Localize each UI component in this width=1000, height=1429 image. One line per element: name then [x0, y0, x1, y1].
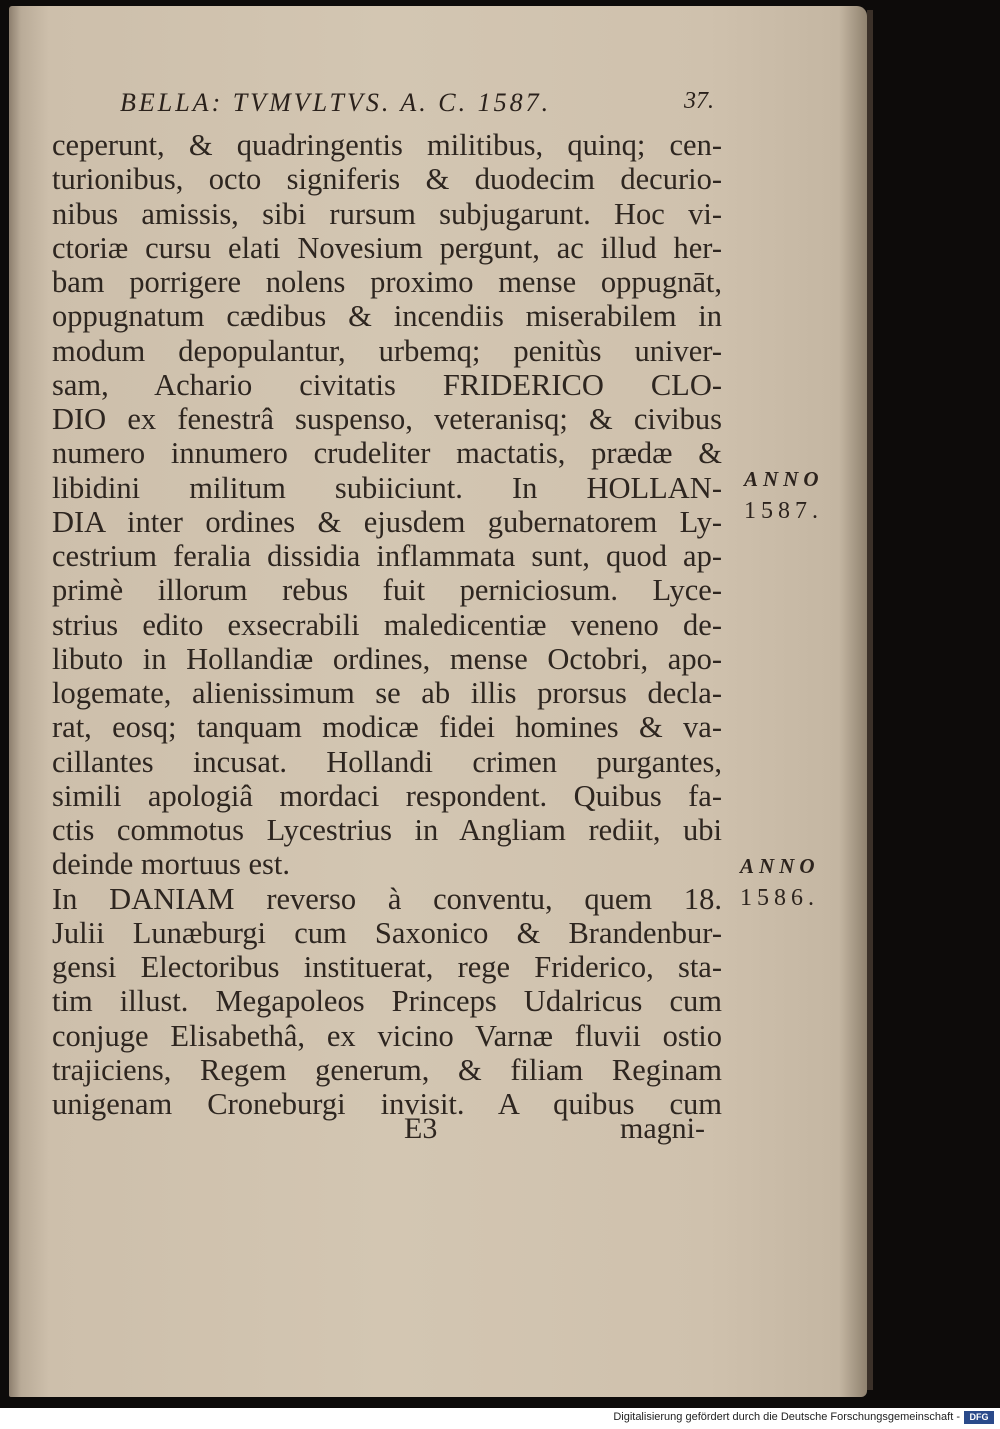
text-line: libidini militum subiiciunt. In HOLLAN- [52, 470, 722, 505]
text-line: ctoriæ cursu elati Novesium pergunt, ac illud her- [52, 230, 722, 265]
text-line: In DANIAM reverso à conventu, quem 18. [52, 881, 722, 916]
signature-mark: E3 [404, 1112, 438, 1145]
text-line: cestrium feralia dissidia inflammata sunt, quod ap- [52, 539, 722, 573]
text-line: ceperunt, & quadringentis militibus, quinq; cen- [52, 128, 722, 162]
text-line: oppugnatum cædibus & incendiis miserabilem in [52, 299, 722, 334]
margin-note-word: ANNO [740, 854, 820, 878]
text-line: cillantes incusat. Hollandi crimen purgantes, [52, 744, 722, 779]
text-line: turionibus, octo signiferis & duodecim decurio- [52, 162, 722, 197]
dfg-logo: DFG [964, 1411, 994, 1424]
footer-credit: Digitalisierung gefördert durch die Deutsche Forschungsgemeinschaft - [613, 1411, 960, 1423]
text-line: modum depopulantur, urbemq; penitùs univer- [52, 333, 722, 368]
margin-note-year: 1587. [744, 498, 823, 524]
text-line: sam, Achario civitatis FRIDERICO CLO- [52, 367, 722, 402]
text-line: unigenam Croneburgi invisit. A quibus cum [52, 1087, 722, 1121]
text-line: bam porrigere nolens proximo mense oppugnāt, [52, 265, 722, 299]
main-text-block [52, 128, 722, 1121]
text-line: DIA inter ordines & ejusdem gubernatorem Ly- [52, 504, 722, 539]
page-header [0, 82, 1000, 122]
page-number: 37. [684, 88, 714, 114]
text-line: Julii Lunæburgi cum Saxonico & Brandenbur- [52, 915, 722, 950]
page-edge [867, 10, 873, 1390]
text-line: trajiciens, Regem generum, & filiam Reginam [52, 1052, 722, 1087]
footer-bar [0, 1408, 1000, 1429]
text-line: primè illorum rebus fuit perniciosum. Lyce- [52, 573, 722, 608]
margin-note-year: 1586. [740, 885, 819, 911]
text-line: tim illust. Megapoleos Princeps Udalricus cum [52, 984, 722, 1019]
text-line: strius edito exsecrabili maledicentiæ veneno de- [52, 607, 722, 642]
text-line: DIO ex fenestrâ suspenso, veteranisq; & civibus [52, 402, 722, 436]
text-line: ctis commotus Lycestrius in Angliam rediit, ubi [52, 813, 722, 847]
text-line: logemate, alienissimum se ab illis prorsus decla- [52, 676, 722, 710]
margin-note-1587 [744, 464, 844, 528]
text-line: simili apologiâ mordaci respondent. Quibus fa- [52, 778, 722, 813]
text-line: numero innumero crudeliter mactatis, prædæ & [52, 436, 722, 471]
text-line: libuto in Hollandiæ ordines, mense Octobri, apo- [52, 641, 722, 676]
text-line: deinde mortuus est. [52, 847, 291, 882]
text-line: gensi Electoribus instituerat, rege Friderico, sta- [52, 950, 722, 984]
running-head: BELLA: TVMVLTVS. A. C. 1587. [120, 88, 552, 117]
text-line: rat, eosq; tanquam modicæ fidei homines & va- [52, 710, 722, 745]
margin-note-1586 [740, 851, 840, 915]
text-line: conjuge Elisabethâ, ex vicino Varnæ fluvii ostio [52, 1018, 722, 1053]
catchword: magni- [620, 1112, 705, 1145]
text-line: nibus amissis, sibi rursum subjugarunt. Hoc vi- [52, 196, 722, 231]
catchline [0, 1110, 1000, 1150]
margin-note-word: ANNO [744, 467, 824, 491]
